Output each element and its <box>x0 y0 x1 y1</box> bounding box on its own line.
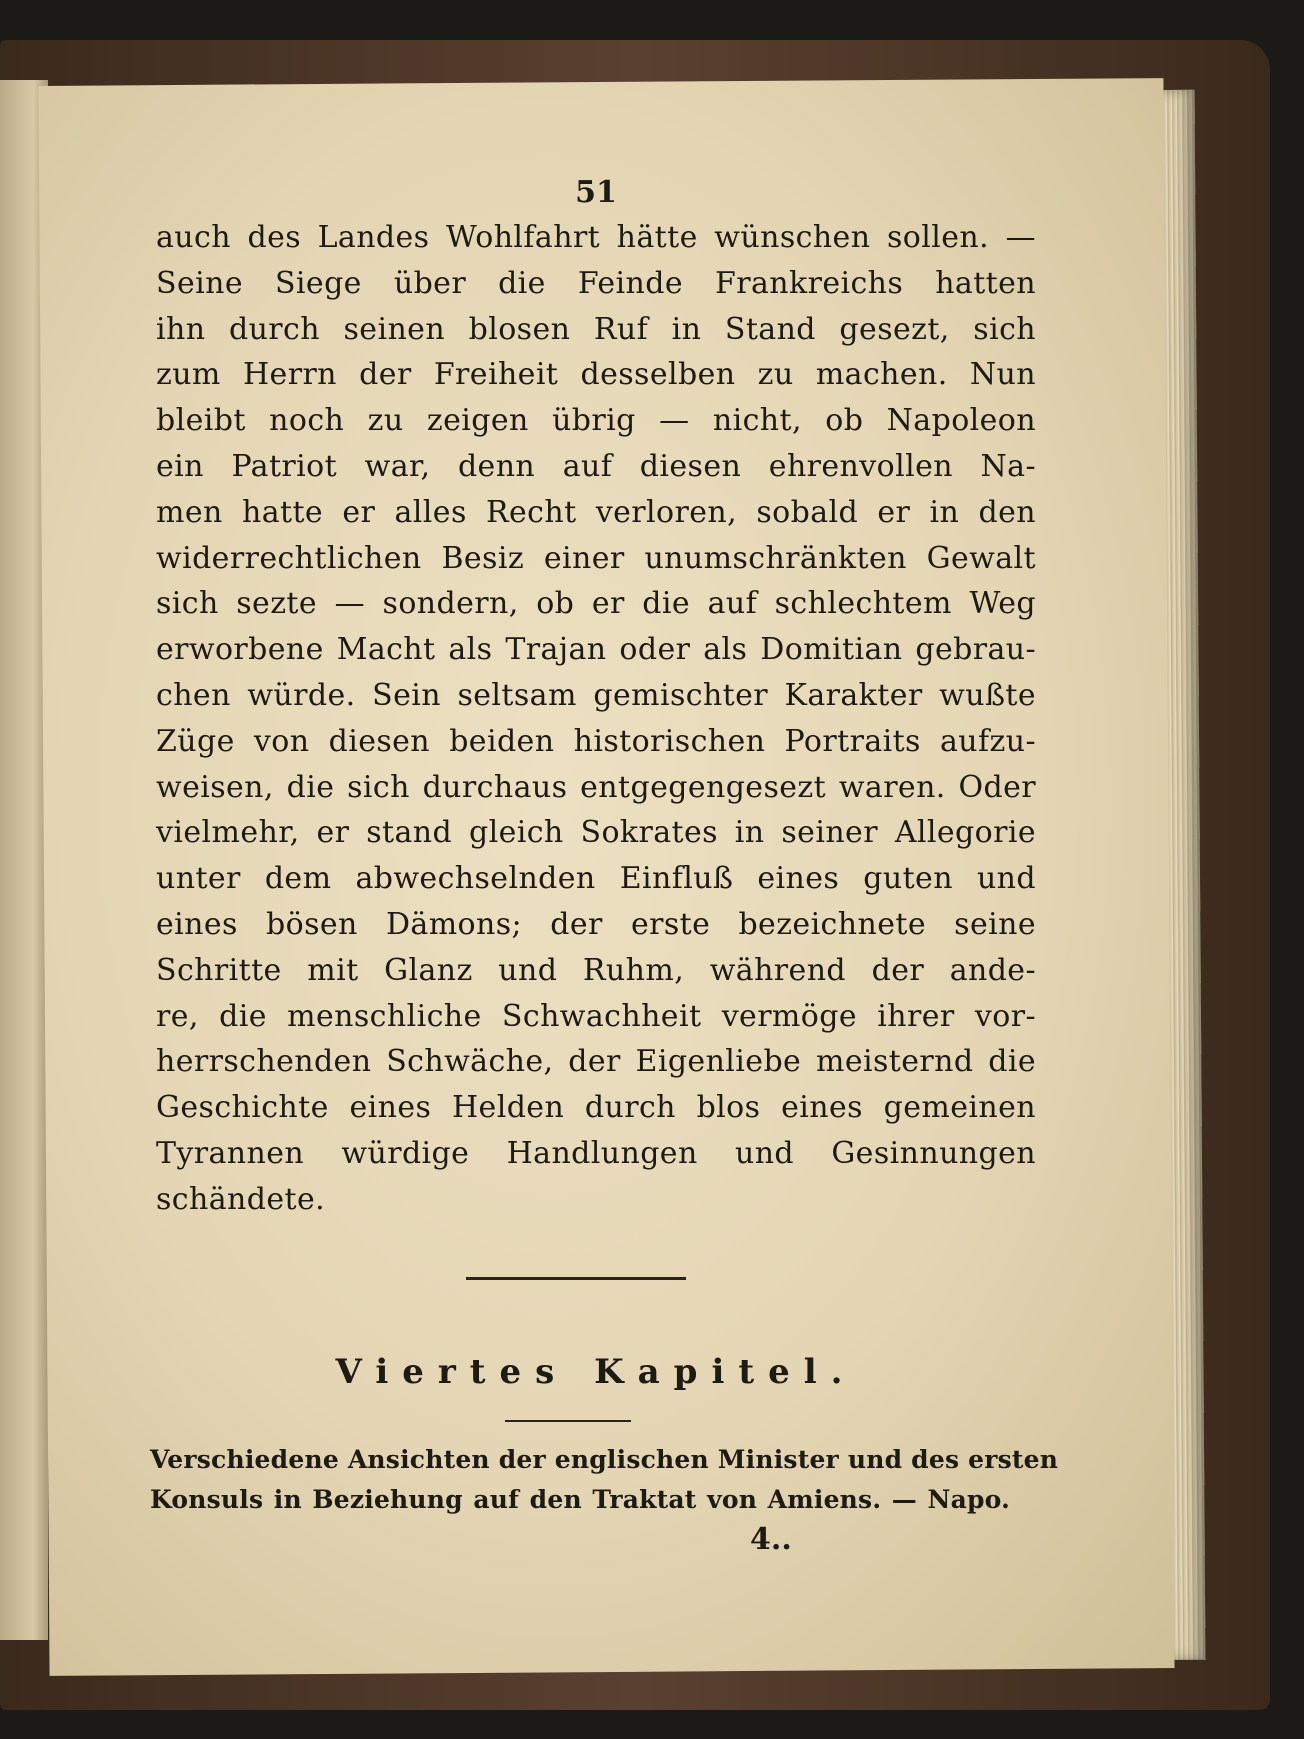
text-line: unter dem abwechselnden Einfluß eines guten und <box>156 861 1036 897</box>
text-line: eines bösen Dämons; der erste bezeichnete seine <box>156 906 1036 942</box>
text-line: Seine Siege über die Feinde Frankreichs hatten <box>156 265 1036 301</box>
section-divider-rule <box>466 1277 686 1280</box>
text-line: vielmehr, er stand gleich Sokrates in seiner Allegorie <box>156 815 1036 851</box>
page-number: 51 <box>575 175 617 210</box>
summary-line: Verschiedene Ansichten der englischen Minister und des ersten <box>150 1445 1059 1474</box>
text-line: Geschichte eines Helden durch blos eines gemeinen <box>156 1090 1036 1126</box>
chapter-summary <box>150 1440 1059 1520</box>
signature-mark: 4.. <box>750 1522 792 1557</box>
text-line: chen würde. Sein seltsam gemischter Karakter wußte <box>156 677 1036 713</box>
text-line: Schritte mit Glanz und Ruhm, während der ande- <box>156 952 1036 988</box>
text-line: widerrechtlichen Besiz einer unumschränkten Gewalt <box>156 540 1036 576</box>
text-line: ein Patriot war, denn auf diesen ehrenvollen Na- <box>156 448 1036 484</box>
summary-line: Konsuls in Beziehung auf den Traktat von Amiens. — Napo. <box>150 1485 1010 1514</box>
text-line: Tyrannen würdige Handlungen und Gesinnungen <box>156 1135 1036 1171</box>
text-line: herrschenden Schwäche, der Eigenliebe meisternd die <box>156 1044 1036 1080</box>
text-line: bleibt noch zu zeigen übrig — nicht, ob Napoleon <box>156 403 1036 439</box>
text-line: sich sezte — sondern, ob er die auf schlechtem Weg <box>156 586 1036 622</box>
text-line: Züge von diesen beiden historischen Portraits aufzu- <box>156 723 1036 759</box>
text-line: zum Herrn der Freiheit desselben zu machen. Nun <box>156 357 1036 393</box>
text-line: erworbene Macht als Trajan oder als Domitian gebrau- <box>156 632 1036 668</box>
text-line: re, die menschliche Schwachheit vermöge ihrer vor- <box>156 998 1036 1034</box>
text-line: schändete. <box>156 1181 326 1217</box>
text-line: men hatte er alles Recht verloren, sobald er in den <box>156 494 1036 530</box>
text-line: ihn durch seinen blosen Ruf in Stand gesezt, sich <box>156 311 1036 347</box>
body-text <box>156 215 1036 1223</box>
text-line: auch des Landes Wohlfahrt hätte wünschen sollen. — <box>156 220 1036 255</box>
chapter-heading: Viertes Kapitel. <box>335 1352 857 1392</box>
text-line: weisen, die sich durchaus entgegengesezt waren. Oder <box>156 769 1036 805</box>
chapter-underline-rule <box>505 1420 631 1422</box>
